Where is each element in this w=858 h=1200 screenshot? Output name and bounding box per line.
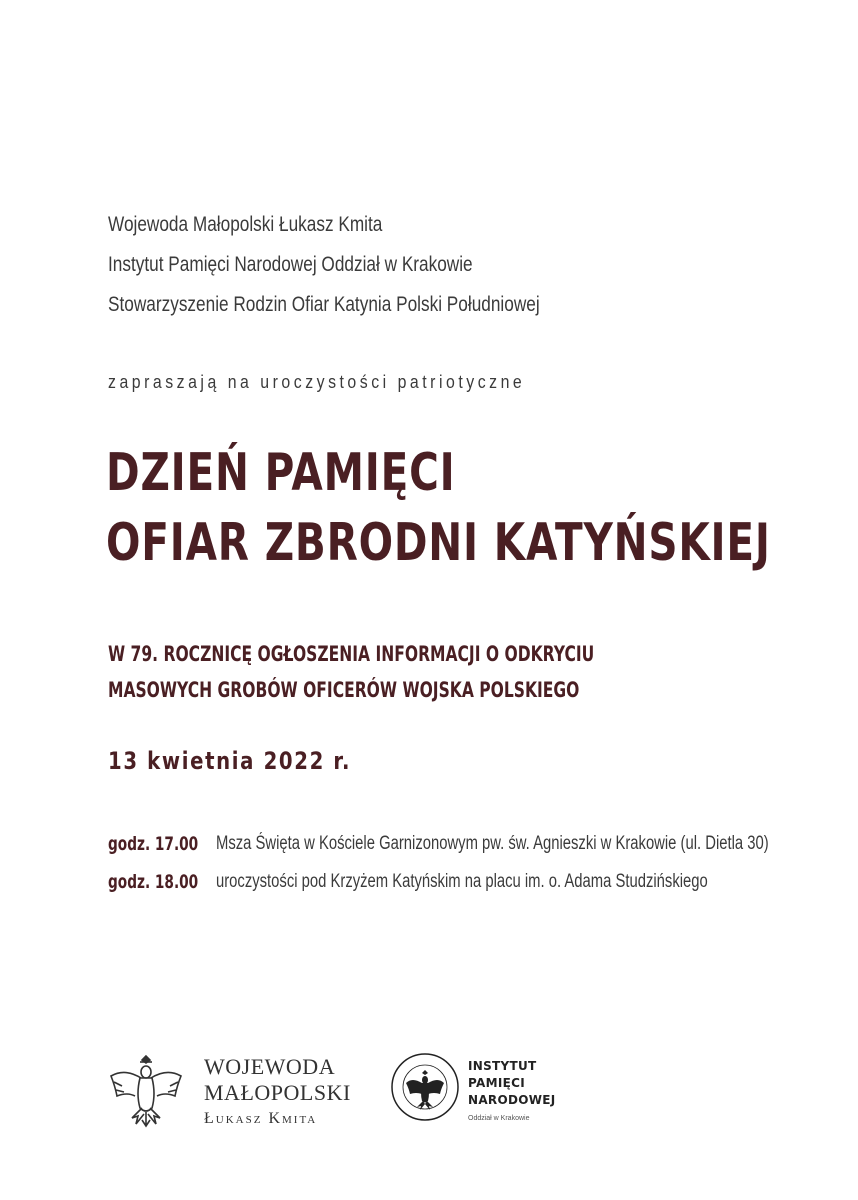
organizer-stowarzyszenie: Stowarzyszenie Rodzin Ofiar Katynia Polski Południowej [108, 293, 540, 316]
organizer-wojewoda: Wojewoda Małopolski Łukasz Kmita [108, 213, 383, 236]
wojewoda-logo-text [204, 1054, 351, 1132]
schedule-row [108, 863, 858, 901]
event-date: 13 kwietnia 2022 r. [108, 747, 352, 775]
ipn-logo [390, 1050, 610, 1140]
wojewoda-logo-line-1: WOJEWODA [204, 1054, 336, 1079]
ipn-logo-line-3: NARODOWEJ [468, 1093, 556, 1107]
schedule-time: godz. 17.00 [108, 833, 199, 855]
ipn-logo-branch: Oddział w Krakowie [468, 1115, 530, 1122]
wojewoda-logo-line-3: Łukasz Kmita [204, 1110, 318, 1127]
ipn-logo-text [468, 1058, 556, 1122]
schedule [108, 825, 858, 901]
ipn-seal-icon [390, 1052, 460, 1122]
invitation-line: zapraszają na uroczystości patriotyczne [108, 372, 526, 392]
event-subtitle [108, 636, 594, 708]
event-title-line-1: DZIEŃ PAMIĘCI [106, 443, 456, 503]
ipn-logo-line-2: PAMIĘCI [468, 1076, 525, 1090]
schedule-event: uroczystości pod Krzyżem Katyńskim na placu im. o. Adama Studzińskiego [216, 871, 708, 892]
organizers-list [108, 205, 634, 325]
organizer-ipn: Instytut Pamięci Narodowej Oddział w Krakowie [108, 253, 473, 276]
wojewoda-logo [104, 1050, 364, 1130]
event-subtitle-line-1: W 79. ROCZNICĘ OGŁOSZENIA INFORMACJI O ODKRYCIU [108, 642, 595, 666]
schedule-event: Msza Święta w Kościele Garnizonowym pw. św. Agnieszki w Krakowie (ul. Dietla 30) [216, 833, 769, 854]
event-title-line-2: OFIAR ZBRODNI KATYŃSKIEJ [106, 513, 771, 573]
schedule-time: godz. 18.00 [108, 871, 199, 893]
ipn-logo-line-1: INSTYTUT [468, 1059, 537, 1073]
schedule-row [108, 825, 858, 863]
white-eagle-emblem-icon [104, 1050, 188, 1134]
event-title [106, 438, 771, 578]
event-subtitle-line-2: MASOWYCH GROBÓW OFICERÓW WOJSKA POLSKIEGO [108, 678, 580, 702]
wojewoda-logo-line-2: MAŁOPOLSKI [204, 1080, 351, 1105]
